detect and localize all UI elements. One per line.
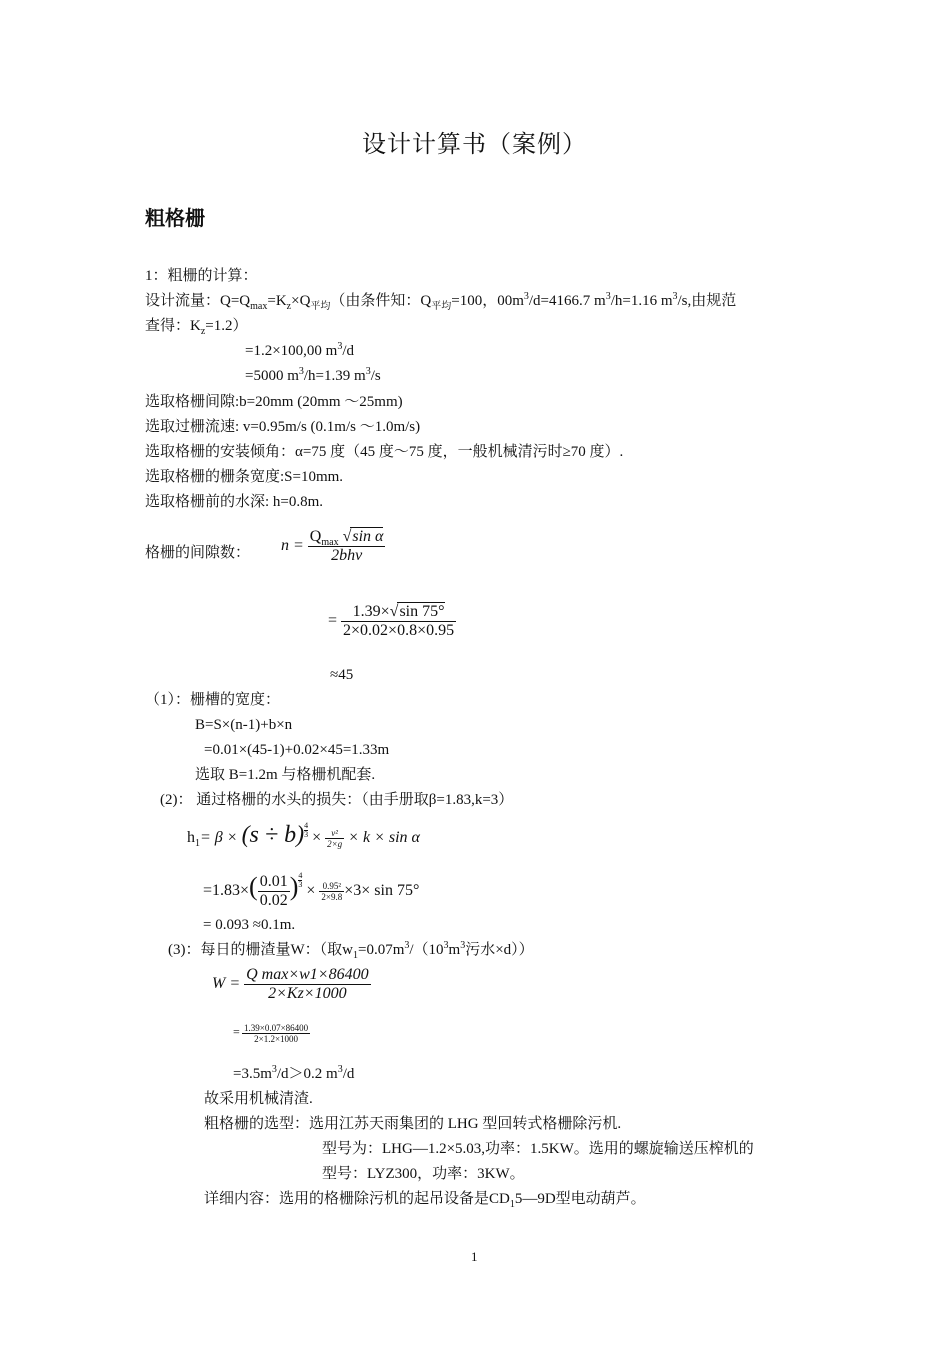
fraction	[308, 528, 386, 565]
text: 查得：K	[145, 318, 201, 334]
design-flow-line	[145, 291, 736, 311]
numerator: 0.01	[259, 872, 288, 890]
subscript: 1	[352, 950, 358, 961]
text: /d	[342, 343, 355, 359]
text: 1.39×	[352, 603, 390, 620]
part-2-label: (2)： 通过格栅的水头的损失：（由手册取β=1.83,k=3）	[160, 792, 514, 808]
subscript: 平均	[431, 301, 452, 312]
gap-count-substitution	[328, 603, 456, 640]
tail-term: × k × sin α	[348, 829, 420, 846]
conclusion-line: 故采用机械清渣.	[204, 1091, 313, 1107]
right-paren: )	[289, 872, 299, 901]
formula-part: /d=4166.7 m	[528, 293, 606, 309]
subscript: z	[200, 326, 206, 337]
exponent-numerator: 4	[304, 821, 309, 830]
velocity-fraction	[319, 881, 344, 902]
gap-count-label: 格栅的间隙数：	[145, 545, 251, 561]
denominator: 2bhv	[331, 547, 363, 564]
times-sign: ×	[306, 882, 316, 899]
superscript: 3	[271, 1064, 277, 1075]
part-1-formula: B=S×(n-1)+b×n	[195, 717, 293, 733]
times-sign: ×	[312, 829, 322, 846]
subscript: z	[286, 301, 292, 312]
part-1-choice: 选取 B=1.2m 与格栅机配套.	[195, 767, 376, 783]
subscript: max	[250, 301, 268, 312]
flow-equation-2	[245, 366, 381, 386]
text: =0.07m	[357, 942, 405, 958]
sqrt-body: sin 75°	[399, 603, 445, 620]
superscript: 3	[605, 291, 611, 302]
text: m	[448, 942, 461, 958]
numerator: $Q_{max}$ √sin α	[309, 528, 384, 549]
sqrt-body: sin α	[352, 528, 384, 545]
document-title: 设计计算书（案例）	[362, 132, 587, 158]
water-depth-line: 选取格栅前的水深: h=0.8m.	[145, 494, 324, 510]
model-detail-1: 型号为：LHG—1.2×5.03,功率：1.5KW。选用的螺旋输送压榨机的	[322, 1141, 754, 1157]
formula-part: =K	[267, 293, 287, 309]
text: /h=1.39 m	[303, 368, 366, 384]
denominator: 2×0.02×0.8×0.95	[343, 622, 455, 639]
detail-content-line	[204, 1189, 646, 1209]
denominator: 2×Kz×1000	[268, 985, 347, 1002]
numerator: Q max×w1×86400	[246, 966, 369, 983]
numerator: 1.39×0.07×86400	[244, 1023, 309, 1033]
n-symbol: n =	[281, 537, 304, 555]
w-symbol: W =	[212, 975, 241, 993]
design-flow-label: 设计流量：	[145, 293, 221, 309]
ratio-fraction	[258, 873, 290, 910]
velocity-line: 选取过栅流速: v=0.95m/s (0.1m/s ～1.0m/s)	[145, 419, 421, 435]
screenings-substitution	[233, 1023, 310, 1044]
gap-count-formula	[281, 528, 385, 565]
tail-term: ×3× sin 75°	[344, 882, 420, 899]
gap-count-result: ≈45	[330, 667, 354, 683]
text: /s	[370, 368, 381, 384]
superscript: 3	[443, 940, 449, 951]
formula-part: =100，00m	[451, 293, 524, 309]
equals-sign: =	[328, 612, 338, 630]
text: =1.2）	[205, 318, 248, 334]
beta-term: = β ×	[200, 829, 238, 846]
angle-line: 选取格栅的安装倾角：α=75 度（45 度～75 度，一般机械清污时≥70 度）.	[145, 444, 624, 460]
section-heading: 粗格栅	[145, 206, 205, 230]
text: /d	[342, 1066, 355, 1082]
denominator: 2×g	[327, 838, 343, 849]
superscript: 3	[404, 940, 410, 951]
denominator: 0.02	[259, 891, 288, 909]
text: =1.2×100,00 m	[245, 343, 338, 359]
exponent-denominator: 3	[304, 830, 309, 839]
model-detail-2: 型号：LYZ300，功率：3KW。	[322, 1166, 525, 1182]
velocity-fraction	[325, 828, 344, 849]
superscript: 3	[365, 366, 371, 377]
part-1-label: （1）：栅槽的宽度：	[145, 692, 281, 708]
subscript: 平均	[310, 301, 331, 312]
superscript: 3	[298, 366, 304, 377]
text: =3.5m	[233, 1066, 272, 1082]
screenings-result	[233, 1064, 354, 1084]
numerator: 1.39×√sin 75°	[341, 603, 456, 622]
numerator: v²	[325, 828, 344, 839]
superscript: 3	[337, 1064, 343, 1075]
text: 详细内容：选用的格栅除污机的起吊设备是CD	[204, 1191, 510, 1207]
subscript: 1	[509, 1199, 515, 1210]
text: =5000 m	[245, 368, 299, 384]
exponent-numerator: 4	[298, 871, 303, 880]
model-selection-line: 粗格栅的选型：选用江苏天雨集团的 LHG 型回转式格栅除污机.	[204, 1116, 622, 1132]
text: (3)：每日的栅渣量W：（取w	[168, 942, 353, 958]
exponent	[304, 822, 308, 839]
denominator: 2×1.2×1000	[254, 1034, 299, 1044]
superscript: 3	[460, 940, 466, 951]
head-loss-calculation	[203, 872, 419, 910]
page-number: 1	[471, 1249, 478, 1264]
superscript: 3	[672, 291, 678, 302]
q-symbol: Q	[309, 528, 322, 545]
superscript: 3	[523, 291, 529, 302]
fraction	[242, 1023, 310, 1044]
exponent-denominator: 3	[298, 880, 303, 889]
text: 5—9D型电动葫芦。	[514, 1191, 646, 1207]
exponent	[298, 872, 302, 889]
subscript: 1	[195, 838, 200, 850]
equals-sign: =	[233, 1024, 240, 1039]
text: /（10	[409, 942, 444, 958]
left-paren: (	[249, 872, 258, 901]
h-symbol: h	[187, 829, 195, 846]
fraction	[341, 603, 456, 640]
flow-equation-1	[245, 341, 354, 361]
text: =1.83×	[203, 882, 250, 899]
denominator: 2×9.8	[321, 891, 343, 902]
head-loss-formula	[187, 822, 420, 849]
fraction	[244, 966, 370, 1003]
formula-part: /s,由规范	[677, 293, 737, 309]
part-3-label	[168, 940, 534, 960]
grid-gap-line: 选取格栅间隙:b=20mm (20mm ～25mm)	[145, 394, 403, 410]
text: /d＞0.2 m	[276, 1066, 338, 1082]
bar-width-line: 选取格栅的栅条宽度:S=10mm.	[145, 469, 344, 485]
formula-part: （由条件知：Q	[330, 293, 432, 309]
head-loss-result: = 0.093 ≈0.1m.	[203, 917, 296, 933]
formula-part: Q=Q	[220, 293, 251, 309]
step-1-label: 1：粗栅的计算：	[145, 268, 258, 284]
subscript: max	[321, 537, 339, 549]
part-1-calculation: =0.01×(45-1)+0.02×45=1.33m	[204, 742, 390, 758]
ratio-term: (s ÷ b)	[241, 822, 305, 848]
formula-part: /h=1.16 m	[610, 293, 673, 309]
screenings-formula	[212, 966, 371, 1003]
text: 污水×d））	[465, 942, 534, 958]
design-flow-continuation	[145, 316, 248, 336]
formula-part: ×Q	[291, 293, 311, 309]
superscript: 3	[337, 341, 343, 352]
numerator: 0.95²	[319, 881, 344, 892]
